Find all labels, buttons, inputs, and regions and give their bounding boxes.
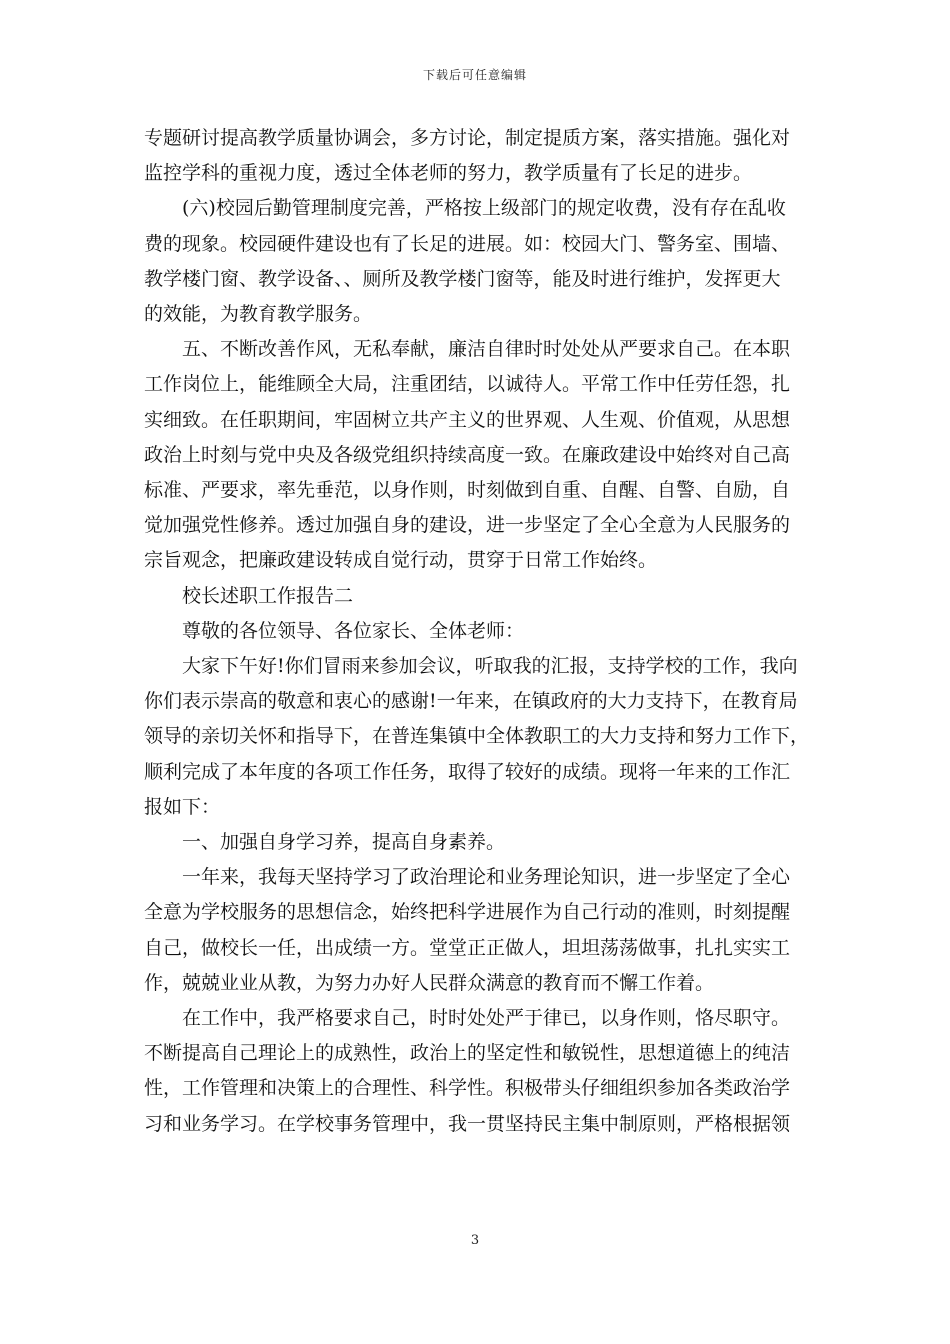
text-line: 大家下午好!你们冒雨来参加会议，听取我的汇报，支持学校的工作，我向 bbox=[182, 655, 798, 678]
text-line: 标准、严要求，率先垂范，以身作则，时刻做到自重、自醒、自警、自励，自 bbox=[144, 479, 791, 502]
text-line: 费的现象。校园硬件建设也有了长足的进展。如：校园大门、警务室、围墙、 bbox=[144, 232, 791, 255]
text-line: 教学楼门窗、教学设备、、厕所及教学楼门窗等，能及时进行维护，发挥更大 bbox=[144, 267, 781, 290]
text-line: 在工作中，我严格要求自己，时时处处严于律已，以身作则，恪尽职守。 bbox=[182, 1007, 791, 1030]
text-line: 全意为学校服务的思想信念，始终把科学进展作为自己行动的准则，时刻提醒 bbox=[144, 901, 791, 924]
text-line: 政治上时刻与党中央及各级党组织持续高度一致。在廉政建设中始终对自己高 bbox=[144, 443, 791, 466]
text-line: 一、加强自身学习养，提高自身素养。 bbox=[182, 831, 506, 854]
page-number: 3 bbox=[470, 1233, 480, 1248]
text-line: 自己，做校长一任，出成绩一方。堂堂正正做人，坦坦荡荡做事，扎扎实实工 bbox=[144, 936, 791, 959]
text-line: 专题研讨提高教学质量协调会，多方讨论，制定提质方案，落实措施。强化对 bbox=[144, 127, 791, 149]
text-line: 的效能，为教育教学服务。 bbox=[144, 303, 373, 326]
paragraph-6 bbox=[144, 1001, 808, 1142]
text-line: 不断提高自己理论上的成熟性，政治上的坚定性和敏锐性，思想道德上的纯洁 bbox=[144, 1042, 791, 1065]
subheading bbox=[144, 825, 808, 860]
text-line: (六)校园后勤管理制度完善，严格按上级部门的规定收费，没有存在乱收 bbox=[182, 197, 786, 220]
text-line: 监控学科的重视力度，透过全体老师的努力，教学质量有了长足的进步。 bbox=[144, 162, 753, 185]
text-line: 领导的亲切关怀和指导下，在普连集镇中全体教职工的大力支持和努力工作下， bbox=[144, 725, 810, 748]
text-line: 你们表示崇高的敬意和衷心的感谢!一年来，在镇政府的大力支持下，在教育局 bbox=[144, 690, 798, 713]
text-line: 性，工作管理和决策上的合理性、科学性。积极带头仔细组织参加各类政治学 bbox=[144, 1077, 791, 1100]
text-line: 一年来，我每天坚持学习了政治理论和业务理论知识，进一步坚定了全心 bbox=[182, 866, 791, 889]
document-body bbox=[144, 121, 808, 1142]
page-header: 下载后可任意编辑 bbox=[422, 68, 527, 82]
text-line: 尊敬的各位领导、各位家长、全体老师： bbox=[182, 619, 525, 642]
text-line: 作，兢兢业业从教，为努力办好人民群众满意的教育而不懈工作着。 bbox=[144, 971, 715, 994]
text-line: 实细致。在任职期间，牢固树立共产主义的世界观、人生观、价值观，从思想 bbox=[144, 408, 791, 431]
text-line: 宗旨观念，把廉政建设转成自觉行动，贯穿于日常工作始终。 bbox=[144, 549, 658, 572]
text-line: 顺利完成了本年度的各项工作任务，取得了较好的成绩。现将一年来的工作汇 bbox=[144, 760, 791, 783]
paragraph-5 bbox=[144, 860, 808, 1001]
text-line: 五、不断改善作风，无私奉献，廉洁自律时时处处从严要求自己。在本职 bbox=[182, 338, 791, 361]
section-title bbox=[144, 579, 808, 614]
text-line: 报如下： bbox=[144, 795, 221, 818]
text-line: 校长述职工作报告二 bbox=[182, 584, 354, 607]
text-line: 工作岗位上，能维顾全大局，注重团结，以诚待人。平常工作中任劳任怨，扎 bbox=[144, 373, 791, 396]
text-line: 觉加强党性修养。透过加强自身的建设，进一步坚定了全心全意为人民服务的 bbox=[144, 514, 791, 537]
salutation bbox=[144, 614, 808, 649]
paragraph-1 bbox=[144, 121, 808, 191]
text-line: 习和业务学习。在学校事务管理中，我一贯坚持民主集中制原则，严格根据领 bbox=[144, 1112, 791, 1135]
paragraph-3 bbox=[144, 332, 808, 578]
paragraph-4 bbox=[144, 649, 808, 825]
paragraph-2 bbox=[144, 191, 808, 332]
